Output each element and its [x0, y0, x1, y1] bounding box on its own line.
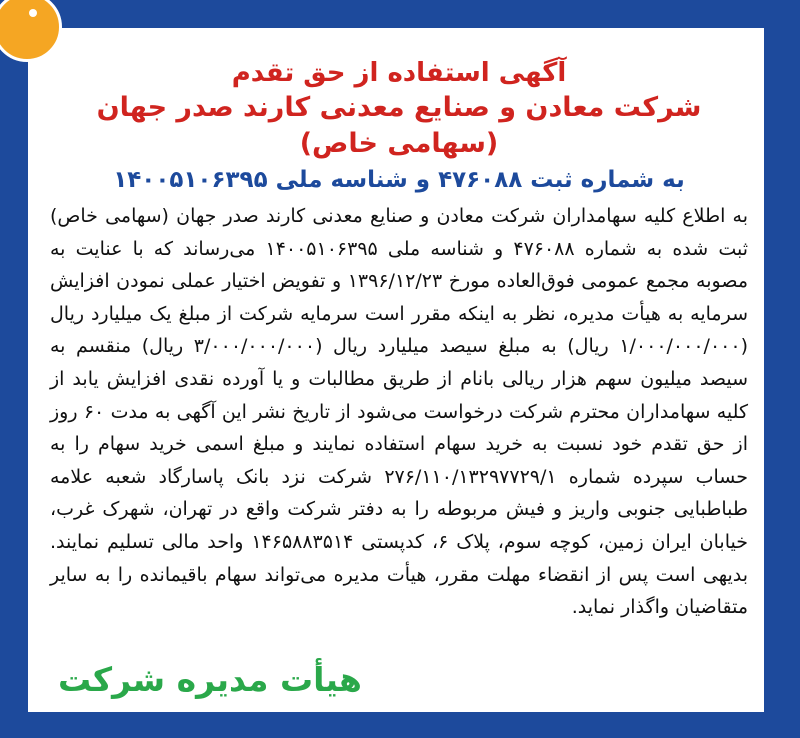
badge-dot-icon: [29, 9, 37, 17]
notice-title: آگهی استفاده از حق تقدم: [231, 58, 567, 88]
company-name: شرکت معادن و صنایع معدنی کارند صدر جهان (سهامی خاص): [96, 92, 702, 159]
notice-content: [50, 56, 748, 624]
signature: هیأت مدیره شرکت: [58, 660, 362, 699]
notice-card: [26, 26, 766, 714]
registration-line: به شماره ثبت ۴۷۶۰۸۸ و شناسه ملی ۱۴۰۰۵۱۰۶۳۹۵: [113, 167, 685, 193]
notice-body: به اطلاع کلیه سهامداران شرکت معادن و صنایع معدنی کارند صدر جهان (سهامی خاص) ثبت شده به شماره ۴۷۶۰۸۸ و شناسه ملی ۱۴۰۰۵۱۰۶۳۹۵ می‌رساند که با عنایت به مصوبه مجمع عمومی فوق‌العاده مورخ ۱۳۹۶/۱۲/۲۳ و تفویض اختیار عملی نمودن افزایش سرمایه به هیأت مدیره، نظر به اینکه مقرر است سرمایه شرکت از مبلغ یک میلیارد ریال (۱/۰۰۰/۰۰۰/۰۰۰ ریال) به مبلغ سیصد میلیارد ریال (۳/۰۰۰/۰۰۰/۰۰۰ ریال) منقسم به سیصد میلیون سهم هزار ریالی بانام از طریق مطالبات و یا آورده نقدی افزایش یابد از کلیه سهامداران محترم شرکت درخواست می‌شود از تاریخ نشر این آگهی به مدت ۶۰ روز از حق تقدم خود نسبت به خرید سهام استفاده نمایند و مبلغ اسمی خرید سهام را به حساب سپرده شماره ۲۷۶/۱۱۰/۱۳۲۹۷۷۲۹/۱ شرکت نزد بانک پاسارگاد شعبه علامه طباطبایی جنوبی واریز و فیش مربوطه را به دفتر شرکت واقع در تهران، شهرک غرب، خیابان ایران زمین، کوچه سوم، پلاک ۶، کدپستی ۱۴۶۵۸۸۳۵۱۴ واحد مالی تسلیم نمایند. بدیهی است پس از انقضاء مهلت مقرر، هیأت مدیره می‌تواند سهام باقیمانده را به سایر متقاضیان واگذار نماید.: [50, 205, 748, 619]
